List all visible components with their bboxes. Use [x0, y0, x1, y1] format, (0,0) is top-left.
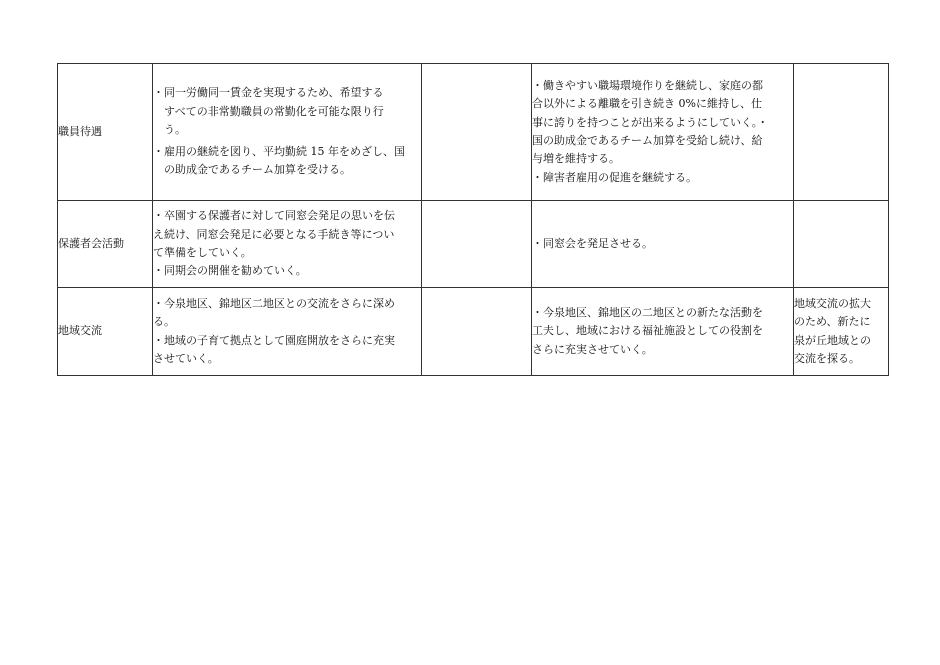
list-item: ・障害者雇用の促進を継続する。	[532, 170, 697, 184]
list-item: ・働きやすい職場環境作りを継続し、家庭の都 合以外による離職を引き続き 0%に維持し、仕 事に誇りを持つことが出来るようにしていく。・ 国の助成金であるチーム加算を受給し続け、給 与増を維持する。	[532, 78, 769, 166]
row-label: 職員待遇	[58, 64, 153, 201]
notes-cell	[794, 64, 889, 201]
table-row-community-exchange	[58, 288, 889, 376]
table-row-parents-association	[58, 201, 889, 288]
list-item: ・卒園する保護者に対して同窓会発足の思いを伝 え続け、同窓会発足に必要となる手続き等につい て準備をしていく。	[153, 209, 395, 259]
current-plan-cell	[153, 288, 422, 376]
next-plan-cell	[532, 288, 794, 376]
current-plan-cell	[153, 64, 422, 201]
list-item: ・同窓会を発足させる。	[532, 236, 653, 250]
next-plan-cell	[532, 64, 794, 201]
evaluation-cell	[422, 288, 532, 376]
list-item: ・地域の子育て拠点として園庭開放をさらに充実 させていく。	[153, 333, 395, 365]
current-plan-cell	[153, 201, 422, 288]
plan-table	[57, 63, 889, 376]
notes-text: 地域交流の拡大 のため、新たに 泉が丘地域との 交流を探る。	[794, 296, 871, 365]
evaluation-cell	[422, 64, 532, 201]
list-item: ・同期会の開催を勧めていく。	[153, 264, 307, 278]
list-item: ・今泉地区、錦地区二地区との交流をさらに深め る。	[153, 296, 395, 329]
list-item: ・今泉地区、錦地区の二地区との新たな活動を 工夫し、地域における福祉施設としての役割を さらに充実させていく。	[532, 305, 763, 356]
evaluation-cell	[422, 201, 532, 288]
notes-cell	[794, 288, 889, 376]
next-plan-cell	[532, 201, 794, 288]
list-item: ・同一労働同一賃金を実現するため、希望する すべての非常勤職員の常勤化を可能な限り行 う。	[153, 86, 384, 137]
row-label: 地域交流	[58, 288, 153, 376]
table-row-staff-treatment	[58, 64, 889, 201]
notes-cell	[794, 201, 889, 288]
row-label: 保護者会活動	[58, 201, 153, 288]
list-item: ・雇用の継続を図り、平均勤続 15 年をめざし、国 の助成金であるチーム加算を受ける。	[153, 144, 405, 177]
